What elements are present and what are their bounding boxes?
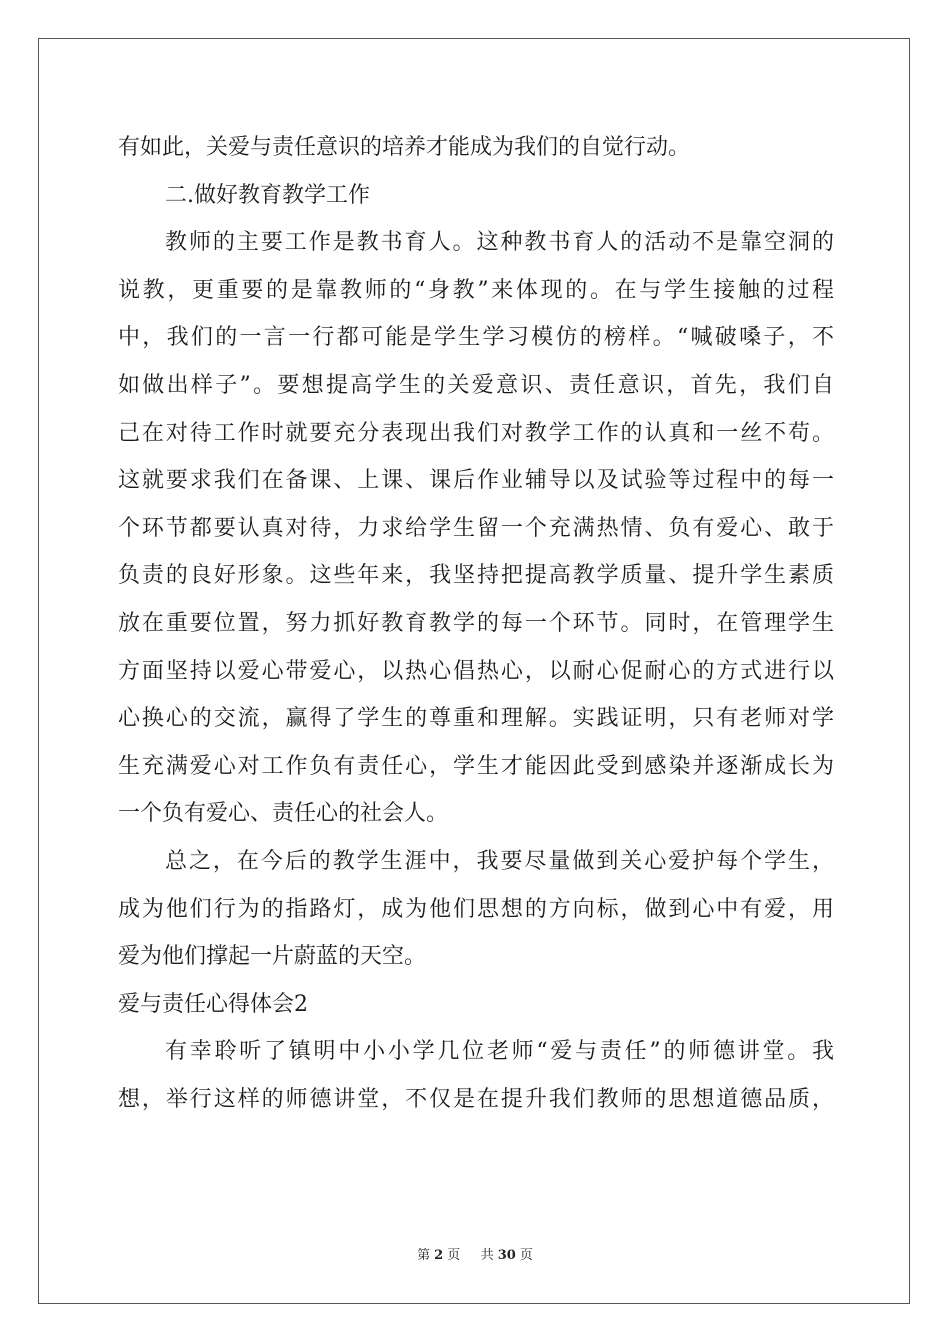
document-body xyxy=(118,124,834,1123)
section-heading: 二.做好教育教学工作 xyxy=(165,182,370,208)
paragraph-line: 个环节都要认真对待，力求给学生留一个充满热情、负有爱心、敢于 xyxy=(118,515,834,541)
paragraph-line: 负责的良好形象。这些年来，我坚持把提高教学质量、提升学生素质 xyxy=(118,563,834,589)
footer-total-suffix: 页 xyxy=(519,1248,533,1263)
paragraph-line: 说教，更重要的是靠教师的“身教”来体现的。在与学生接触的过程 xyxy=(118,277,834,303)
paragraph-line: 己在对待工作时就要充分表现出我们对教学工作的认真和一丝不苟。 xyxy=(118,420,834,446)
paragraph-line: 想，举行这样的师德讲堂，不仅是在提升我们教师的思想道德品质， xyxy=(118,1086,834,1112)
footer-page-suffix: 页 xyxy=(447,1248,461,1263)
paragraph-line: 放在重要位置，努力抓好教育教学的每一个环节。同时，在管理学生 xyxy=(118,610,834,636)
footer-page-number: 2 xyxy=(434,1248,444,1263)
footer-page-prefix: 第 xyxy=(417,1248,431,1263)
paragraph-line: 成为他们行为的指路灯，成为他们思想的方向标，做到心中有爱，用 xyxy=(118,896,834,922)
section-heading: 爱与责任心得体会2 xyxy=(118,991,308,1017)
paragraph-line: 有如此，关爱与责任意识的培养才能成为我们的自觉行动。 xyxy=(118,135,691,160)
paragraph-line: 中，我们的一言一行都可能是学生学习模仿的榜样。“喊破嗓子，不 xyxy=(118,325,834,351)
footer-total-prefix: 共 xyxy=(480,1248,494,1263)
paragraph-line: 心换心的交流，赢得了学生的尊重和理解。实践证明，只有老师对学 xyxy=(118,706,834,732)
paragraph-line: 这就要求我们在备课、上课、课后作业辅导以及试验等过程中的每一 xyxy=(118,468,834,494)
paragraph-line: 教师的主要工作是教书育人。这种教书育人的活动不是靠空洞的 xyxy=(165,230,834,256)
paragraph-line: 有幸聆听了镇明中小小学几位老师“爱与责任”的师德讲堂。我 xyxy=(165,1039,834,1065)
paragraph-line: 总之，在今后的教学生涯中，我要尽量做到关心爱护每个学生， xyxy=(165,848,834,874)
page-footer xyxy=(0,1244,950,1263)
paragraph-line: 生充满爱心对工作负有责任心，学生才能因此受到感染并逐渐成长为 xyxy=(118,753,834,779)
footer-total-pages: 30 xyxy=(497,1248,516,1263)
paragraph-line: 爱为他们撑起一片蔚蓝的天空。 xyxy=(118,944,427,970)
paragraph-line: 方面坚持以爱心带爱心，以热心倡热心，以耐心促耐心的方式进行以 xyxy=(118,658,834,684)
paragraph-line: 一个负有爱心、责任心的社会人。 xyxy=(118,801,449,827)
paragraph-line: 如做出样子”。要想提高学生的关爱意识、责任意识，首先，我们自 xyxy=(118,372,834,398)
